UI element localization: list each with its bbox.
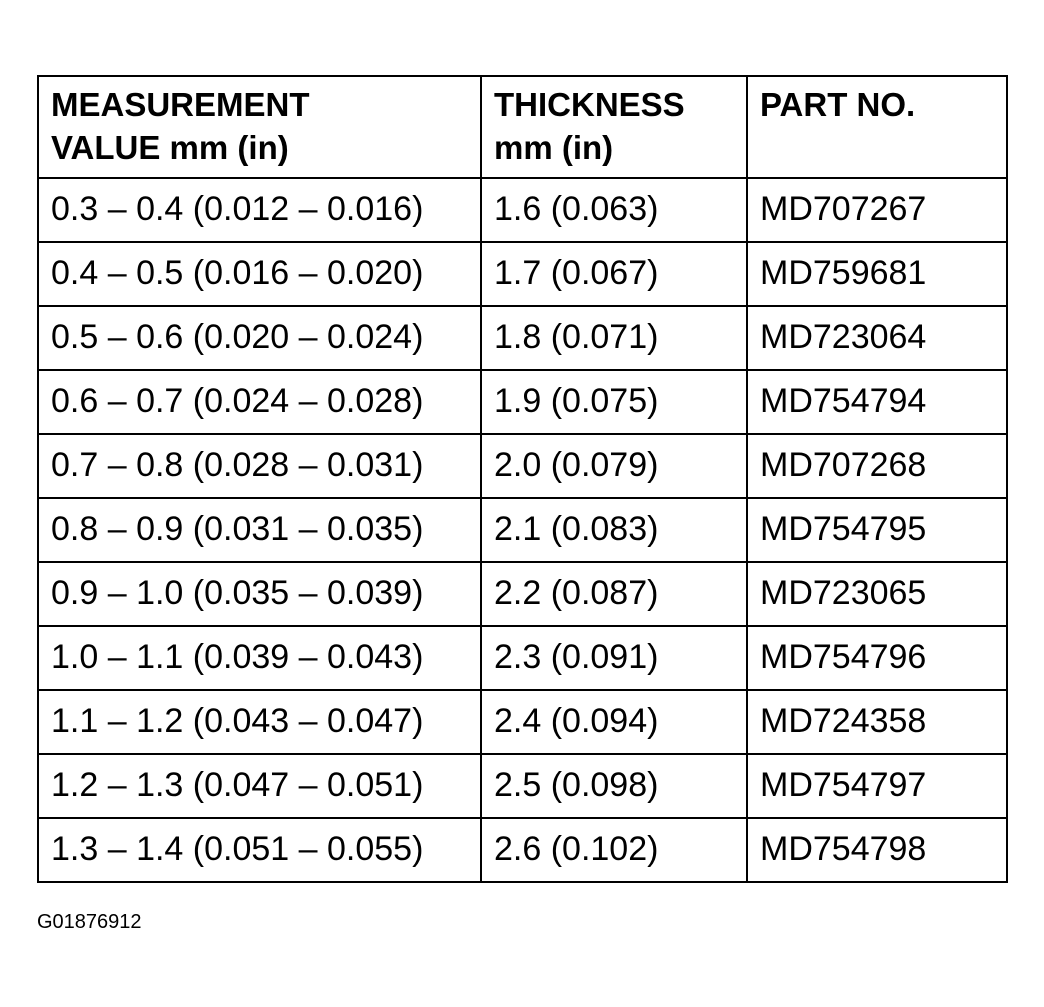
measurement-cell: 0.6 – 0.7 (0.024 – 0.028) — [38, 370, 481, 434]
measurement-cell: 1.1 – 1.2 (0.043 – 0.047) — [38, 690, 481, 754]
part-no-cell: MD754798 — [747, 818, 1007, 882]
header-part-no-line1: PART NO. — [760, 86, 916, 123]
table-row — [38, 306, 1007, 370]
header-part-no — [747, 76, 1007, 178]
table-header — [38, 76, 1007, 178]
measurement-cell: 0.9 – 1.0 (0.035 – 0.039) — [38, 562, 481, 626]
header-thickness — [481, 76, 747, 178]
spec-table — [37, 75, 1008, 883]
part-no-cell: MD754796 — [747, 626, 1007, 690]
table-row — [38, 498, 1007, 562]
thickness-cell: 2.1 (0.083) — [481, 498, 747, 562]
measurement-cell: 1.3 – 1.4 (0.051 – 0.055) — [38, 818, 481, 882]
measurement-cell: 0.7 – 0.8 (0.028 – 0.031) — [38, 434, 481, 498]
part-no-cell: MD707267 — [747, 178, 1007, 242]
part-no-cell: MD707268 — [747, 434, 1007, 498]
thickness-cell: 2.4 (0.094) — [481, 690, 747, 754]
part-no-cell: MD723064 — [747, 306, 1007, 370]
table-body — [38, 178, 1007, 882]
measurement-cell: 1.2 – 1.3 (0.047 – 0.051) — [38, 754, 481, 818]
table-row — [38, 626, 1007, 690]
measurement-cell: 0.4 – 0.5 (0.016 – 0.020) — [38, 242, 481, 306]
header-measurement-line1: MEASUREMENT — [51, 86, 310, 123]
part-no-cell: MD754795 — [747, 498, 1007, 562]
thickness-cell: 2.6 (0.102) — [481, 818, 747, 882]
header-measurement-line2: VALUE mm (in) — [51, 129, 289, 166]
part-no-cell: MD754794 — [747, 370, 1007, 434]
measurement-cell: 0.5 – 0.6 (0.020 – 0.024) — [38, 306, 481, 370]
table-row — [38, 818, 1007, 882]
table-row — [38, 370, 1007, 434]
part-no-cell: MD724358 — [747, 690, 1007, 754]
thickness-cell: 2.0 (0.079) — [481, 434, 747, 498]
table-row — [38, 434, 1007, 498]
thickness-cell: 2.2 (0.087) — [481, 562, 747, 626]
thickness-cell: 1.8 (0.071) — [481, 306, 747, 370]
table-row — [38, 690, 1007, 754]
thickness-cell: 2.3 (0.091) — [481, 626, 747, 690]
figure-id: G01876912 — [37, 911, 142, 933]
header-row — [38, 76, 1007, 178]
table-row — [38, 178, 1007, 242]
header-thickness-line2: mm (in) — [494, 129, 614, 166]
part-no-cell: MD754797 — [747, 754, 1007, 818]
measurement-cell: 1.0 – 1.1 (0.039 – 0.043) — [38, 626, 481, 690]
table-row — [38, 562, 1007, 626]
header-thickness-line1: THICKNESS — [494, 86, 685, 123]
table-row — [38, 754, 1007, 818]
thickness-cell: 1.6 (0.063) — [481, 178, 747, 242]
measurement-cell: 0.8 – 0.9 (0.031 – 0.035) — [38, 498, 481, 562]
thickness-cell: 1.7 (0.067) — [481, 242, 747, 306]
part-no-cell: MD723065 — [747, 562, 1007, 626]
header-measurement-value — [38, 76, 481, 178]
measurement-cell: 0.3 – 0.4 (0.012 – 0.016) — [38, 178, 481, 242]
part-no-cell: MD759681 — [747, 242, 1007, 306]
table-row — [38, 242, 1007, 306]
thickness-cell: 1.9 (0.075) — [481, 370, 747, 434]
thickness-cell: 2.5 (0.098) — [481, 754, 747, 818]
